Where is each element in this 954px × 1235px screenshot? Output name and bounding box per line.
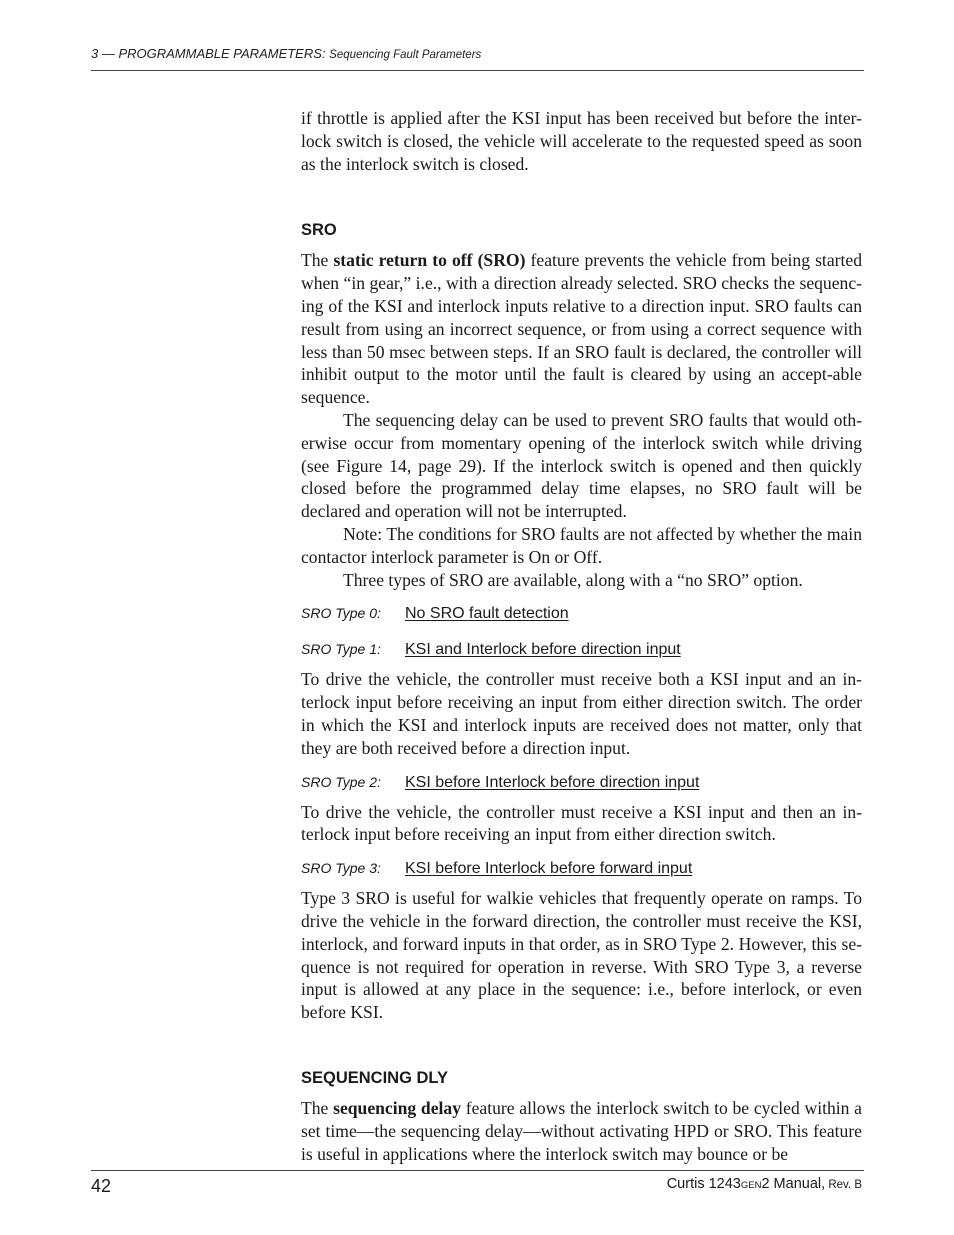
manual-name: Curtis 1243 [666, 1176, 741, 1192]
main-column [301, 107, 862, 1165]
sro-paragraph-2: The sequencing delay can be used to prevent SRO faults that would oth-erwise occur from momentary opening of the interlock switch while driving (see Figure 14, page 29). If the interlock switch is opened and then quickly closed before the programmed delay time elapses, no SRO fault will be declared and operation will not be interrupted. [301, 409, 862, 522]
sro-heading: SRO [301, 221, 337, 240]
sro-p1-lead: The [301, 250, 334, 271]
sro-type-3-desc: KSI before Interlock before forward input [405, 860, 693, 878]
sro-type-2-label: SRO Type 2: [301, 773, 381, 790]
header-section: Sequencing Fault Parameters [329, 49, 482, 61]
sro-type-2-text: To drive the vehicle, the controller must receive a KSI input and then an in-terlock input before receiving an input from either direction switch. [301, 801, 862, 845]
sro-paragraph-1 [301, 249, 862, 409]
sro-type-3-text: Type 3 SRO is useful for walkie vehicles that frequently operate on ramps. To drive the vehicle in the forward direction, the controller must receive the KSI, interlock, and forward inputs in that order, as in SRO Type 2. However, this se-quence is not required for operation in reverse. With SRO Type 3, a reverse input is allowed at any place in the sequence: i.e., before interlock, or even before KSI. [301, 888, 862, 1023]
intro-paragraph: if throttle is applied after the KSI input has been received but before the inter-lock switch is closed, the vehicle will accelerate to the requested speed as soon as the interlock switch is closed. [301, 108, 862, 174]
footer-manual-title [667, 1176, 862, 1192]
sro-paragraph-3: Note: The conditions for SRO faults are not affected by whether the main contactor interlock parameter is On or Off. [301, 523, 862, 567]
page-number: 42 [91, 1176, 112, 1196]
seq-paragraph-1 [301, 1097, 862, 1165]
sro-type-0-desc: No SRO fault detection [405, 605, 569, 623]
manual-suffix: 2 Manual, [761, 1176, 826, 1192]
sro-type-2-desc: KSI before Interlock before direction input [405, 773, 700, 791]
sro-type-3 [301, 858, 862, 879]
sro-p1-term: static return to off (SRO) [333, 250, 526, 271]
sro-type-1-desc: KSI and Interlock before direction input [405, 641, 681, 659]
running-header [91, 46, 864, 61]
sro-paragraph-4: Three types of SRO are available, along with a “no SRO” option. [343, 569, 803, 590]
sequencing-dly-heading: SEQUENCING DLY [301, 1068, 449, 1087]
sro-type-1-text: To drive the vehicle, the controller must receive both a KSI input and an in-terlock input before receiving an input from either direction switch. The order in which the KSI and interlock inputs are received does not matter, only that they are both received before a direction input. [301, 669, 862, 758]
sro-type-1-label: SRO Type 1: [301, 641, 381, 658]
sro-p1-rest: feature prevents the vehicle from being started when “in gear,” i.e., with a direction already selected. SRO checks the sequenc-ing of the KSI and interlock inputs relative to a direction input. SRO faults can result from using an incorrect sequence, or from using a correct sequence with less than 50 msec between steps. If an SRO fault is declared, the controller will inhibit output to the motor until the fault is cleared by using an accept-able sequence. [301, 250, 862, 408]
header-chapter: 3 — PROGRAMMABLE PARAMETERS: [91, 46, 326, 61]
manual-gen: GEN [740, 1180, 762, 1191]
seq-p1-rest: feature allows the interlock switch to be cycled within a set time—the sequencing delay—without activating HPD or SRO. This feature is useful in applications where the interlock switch may bounce or be [301, 1097, 862, 1164]
seq-p1-lead: The [301, 1097, 334, 1118]
seq-p1-term: sequencing delay [333, 1097, 461, 1118]
sro-type-0 [301, 603, 862, 624]
sro-type-3-label: SRO Type 3: [301, 860, 381, 877]
footer-rule [91, 1170, 864, 1171]
sro-type-2 [301, 772, 862, 793]
header-rule [91, 70, 864, 71]
manual-revision: Rev. B [825, 1179, 862, 1191]
sro-type-1 [301, 639, 862, 660]
sro-type-0-label: SRO Type 0: [301, 605, 381, 622]
